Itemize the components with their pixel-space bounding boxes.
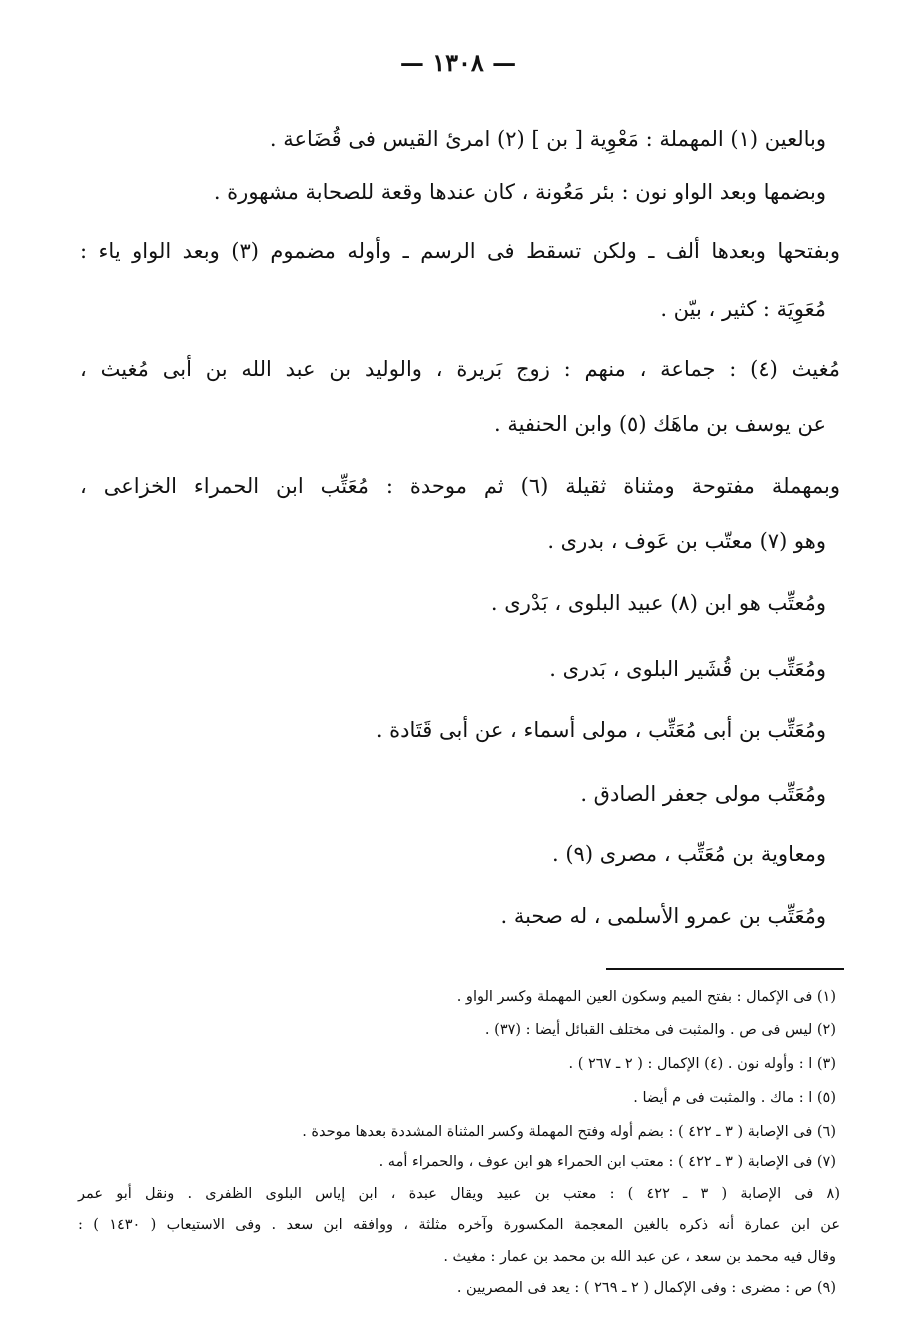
footnote-6: (٦) فى الإصابة ( ٣ ـ ٤٢٢ ) : بضم أوله وفتح المهملة وكسر المثناة المشددة بعدها موحدة . [302,1124,836,1140]
text-line-1: وبالعين (١) المهملة : مَعْوِية [ بن ] (٢) امرئ القيس فى قُضَاعة . [269,127,826,151]
text-line-10: ومُعَتِّب بن قُشَير البلوى ، بَدرى . [549,657,826,681]
text-line-4: مُعَوِيَة : كثير ، بيّن . [660,297,826,321]
text-line-7: وبمهملة مفتوحة ومثناة ثقيلة (٦) ثم موحدة : مُعَتِّب ابن الحمراء الخزاعى ، [80,474,840,498]
text-line-14: ومُعَتِّب بن عمرو الأسلمى ، له صحبة . [500,904,826,928]
text-line-9: ومُعتِّب هو ابن (٨) عبيد البلوى ، بَدْرى . [490,591,826,615]
text-line-2: وبضمها وبعد الواو نون : بئر مَعُونة ، كان عندها وقعة للصحابة مشهورة . [213,180,826,204]
text-line-3: وبفتحها وبعدها ألف ـ ولكن تسقط فى الرسم ـ وأوله مضموم (٣) وبعد الواو ياء : [80,239,840,263]
text-line-8: وهو (٧) معتّب بن عَوف ، بدرى . [547,529,826,553]
page-number: — ١٣٠٨ — [399,48,517,77]
text-line-13: ومعاوية بن مُعَتِّب ، مصرى (٩) . [552,842,826,866]
footnote-5: (٥) ا : ماك . والمثبت فى م أيضا . [633,1090,836,1106]
footnote-9: (٩) ص : مضرى : وفى الإكمال ( ٢ ـ ٢٦٩ ) : يعد فى المصريين . [456,1280,836,1296]
footnote-7: (٧) فى الإصابة ( ٣ ـ ٤٢٢ ) : معتب ابن الحمراء هو ابن عوف ، والحمراء أمه . [378,1154,836,1170]
footnote-8-continued-2: وقال فيه محمد بن سعد ، عن عبد الله بن محمد بن عمار : مغيث . [443,1249,836,1265]
footnote-3: (٣) ا : وأوله نون . (٤) الإكمال : ( ٢ ـ ٢٦٧ ) . [568,1056,836,1072]
footnote-2: (٢) ليس فى ص . والمثبت فى مختلف القبائل أيضا : (٣٧) . [484,1022,836,1038]
footnote-1: (١) فى الإكمال : بفتح الميم وسكون العين المهملة وكسر الواو . [456,989,836,1005]
text-line-11: ومُعَتِّب بن أبى مُعَتِّب ، مولى أسماء ، عن أبى قَتَادة . [375,718,826,742]
footnote-8: (٨ فى الإصابة ( ٣ ـ ٤٢٢ ) : معتب بن عبيد ويقال عبدة ، ابن إياس البلوى الظفرى . ونقل أبو عمر [78,1186,841,1202]
text-line-12: ومُعَتِّب مولى جعفر الصادق . [580,782,826,806]
footnote-8-continued: عن ابن عمارة أنه ذكره بالغين المعجمة المكسورة وآخره مثلثة ، ووافقه ابن سعد . وفى الاستيعاب ( ١٤٣٠ ) : [78,1217,840,1233]
text-line-6: عن يوسف بن ماهَك (٥) وابن الحنفية . [493,412,826,436]
text-line-5: مُغيث (٤) : جماعة ، منهم : زوج بَريرة ، والوليد بن عبد الله بن أبى مُغيث ، [80,357,840,381]
footnote-separator [606,968,844,970]
